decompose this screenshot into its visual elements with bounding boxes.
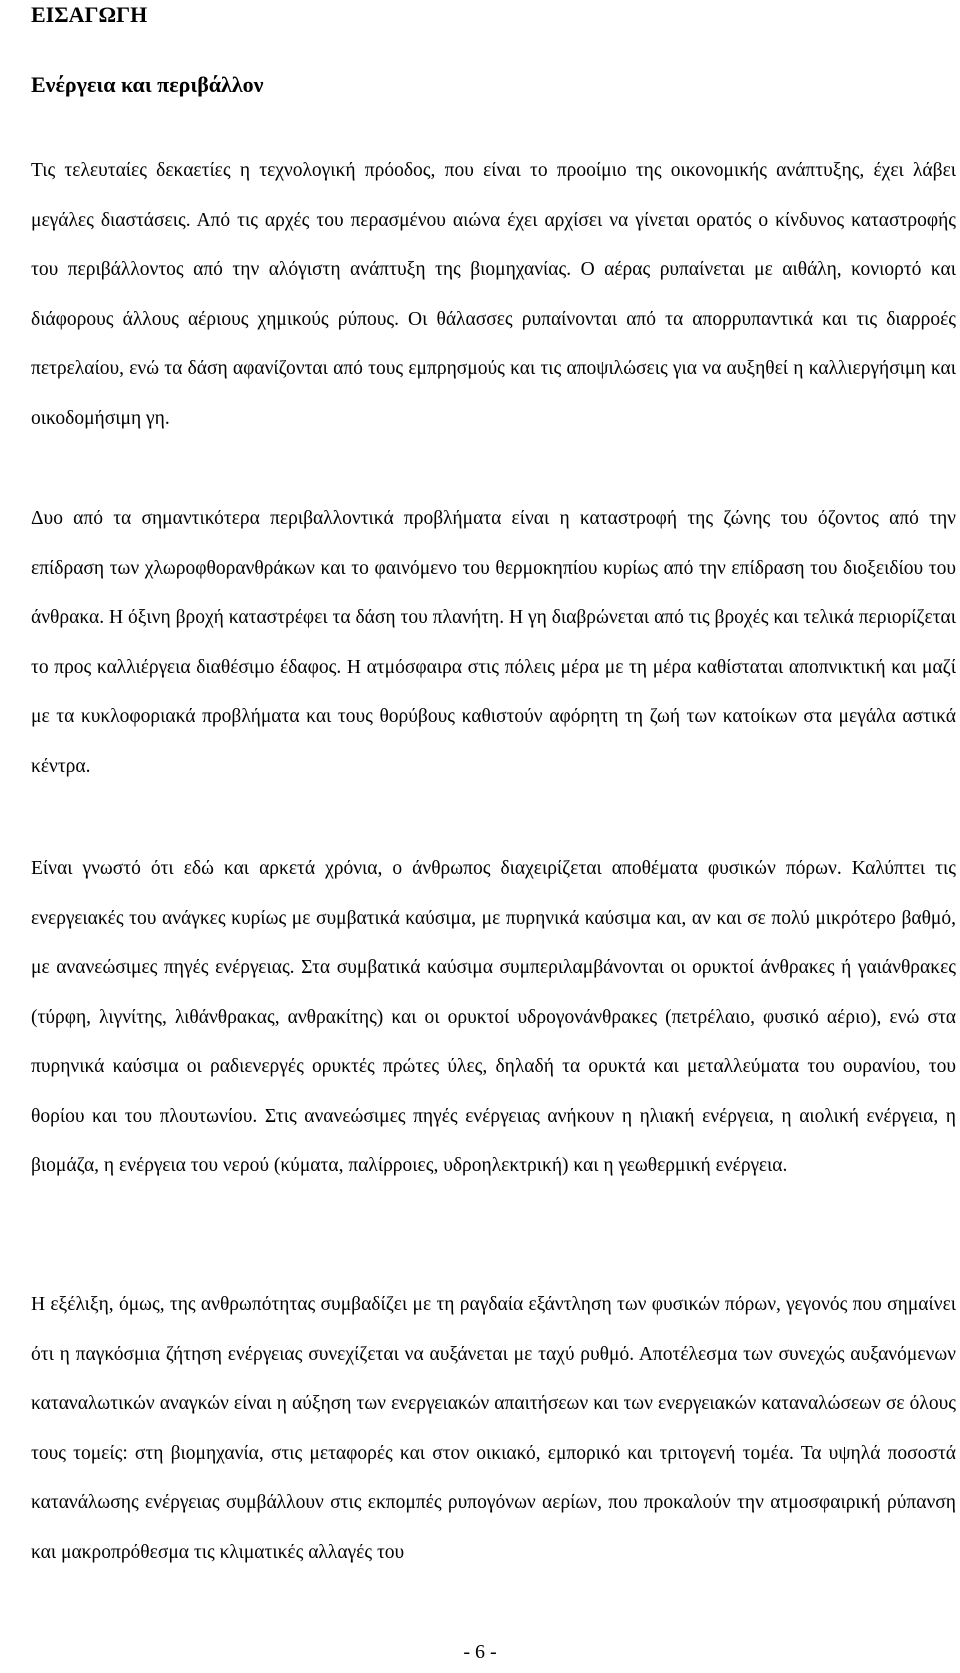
section-subheading: Ενέργεια και περιβάλλον: [31, 72, 264, 97]
page-number: - 6 -: [463, 1641, 497, 1663]
paragraph-3: Είναι γνωστό ότι εδώ και αρκετά χρόνια, ο άνθρωπος διαχειρίζεται αποθέματα φυσικών πόρων. Καλύπτει τις ενεργειακές του ανάγκες κυρίως με συμβατικά καύσιμα, με πυρηνικά καύσιμα και, αν και σε πολύ μικρότερο βαθμό, με ανανεώσιμες πηγές ενέργειας. Στα συμβατικά καύσιμα συμπεριλαμβάνονται οι ορυκτοί άνθρακες ή γαιάνθρακες (τύρφη, λιγνίτης, λιθάνθρακας, ανθρακίτης) και οι ορυκτοί υδρογονάνθρακες (πετρέλαιο, φυσικό αέριο), ενώ στα πυρηνικά καύσιμα οι ραδιενεργές ορυκτές πρώτες ύλες, δηλαδή τα ορυκτά και μεταλλεύματα του ουρανίου, του θορίου και του πλουτωνίου. Στις ανανεώσιμες πηγές ενέργειας ανήκουν η ηλιακή ενέργεια, η αιολική ενέργεια, η βιομάζα, η ενέργεια του νερού (κύματα, παλίρροιες, υδροηλεκτρική) και η γεωθερμική ενέργεια.: [31, 858, 956, 1176]
paragraph-1: Τις τελευταίες δεκαετίες η τεχνολογική πρόοδος, που είναι το προοίμιο της οικονομικής ανάπτυξης, έχει λάβει μεγάλες διαστάσεις. Από τις αρχές του περασμένου αιώνα έχει αρχίσει να γίνεται ορατός ο κίνδυνος καταστροφής του περιβάλλοντος από την αλόγιστη ανάπτυξη της βιομηχανίας. Ο αέρας ρυπαίνεται με αιθάλη, κονιορτό και διάφορους άλλους αέριους χημικούς ρύπους. Οι θάλασσες ρυπαίνονται από τα απορρυπαντικά και τις διαρροές πετρελαίου, ενώ τα δάση αφανίζονται από τους εμπρησμούς και τις αποψιλώσεις για να αυξηθεί η καλλιεργήσιμη και οικοδομήσιμη γη.: [31, 160, 956, 429]
section-heading: ΕΙΣΑΓΩΓΗ: [31, 2, 148, 27]
paragraph-4: Η εξέλιξη, όμως, της ανθρωπότητας συμβαδίζει με τη ραγδαία εξάντληση των φυσικών πόρων, γεγονός που σημαίνει ότι η παγκόσμια ζήτηση ενέργειας συνεχίζεται να αυξάνεται με ταχύ ρυθμό. Αποτέλεσμα των συνεχώς αυξανόμενων καταναλωτικών αναγκών είναι η αύξηση των ενεργειακών απαιτήσεων και των ενεργειακών καταναλώσεων σε όλους τους τομείς: στη βιομηχανία, στις μεταφορές και στον οικιακό, εμπορικό και τριτογενή τομέα. Τα υψηλά ποσοστά κατανάλωσης ενέργειας συμβάλλουν στις εκπομπές ρυπογόνων αερίων, που προκαλούν την ατμοσφαιρική ρύπανση και μακροπρόθεσμα τις κλιματικές αλλαγές του: [31, 1294, 956, 1563]
paragraph-2: Δυο από τα σημαντικότερα περιβαλλοντικά προβλήματα είναι η καταστροφή της ζώνης του όζοντος από την επίδραση των χλωροφθορανθράκων και το φαινόμενο του θερμοκηπίου κυρίως από την επίδραση του διοξειδίου του άνθρακα. Η όξινη βροχή καταστρέφει τα δάση του πλανήτη. Η γη διαβρώνεται από τις βροχές και τελικά περιορίζεται το προς καλλιέργεια διαθέσιμο έδαφος. Η ατμόσφαιρα στις πόλεις μέρα με τη μέρα καθίσταται αποπνικτική και μαζί με τα κυκλοφοριακά προβλήματα και τους θορύβους καθιστούν αφόρητη τη ζωή των κατοίκων στα μεγάλα αστικά κέντρα.: [31, 508, 956, 777]
